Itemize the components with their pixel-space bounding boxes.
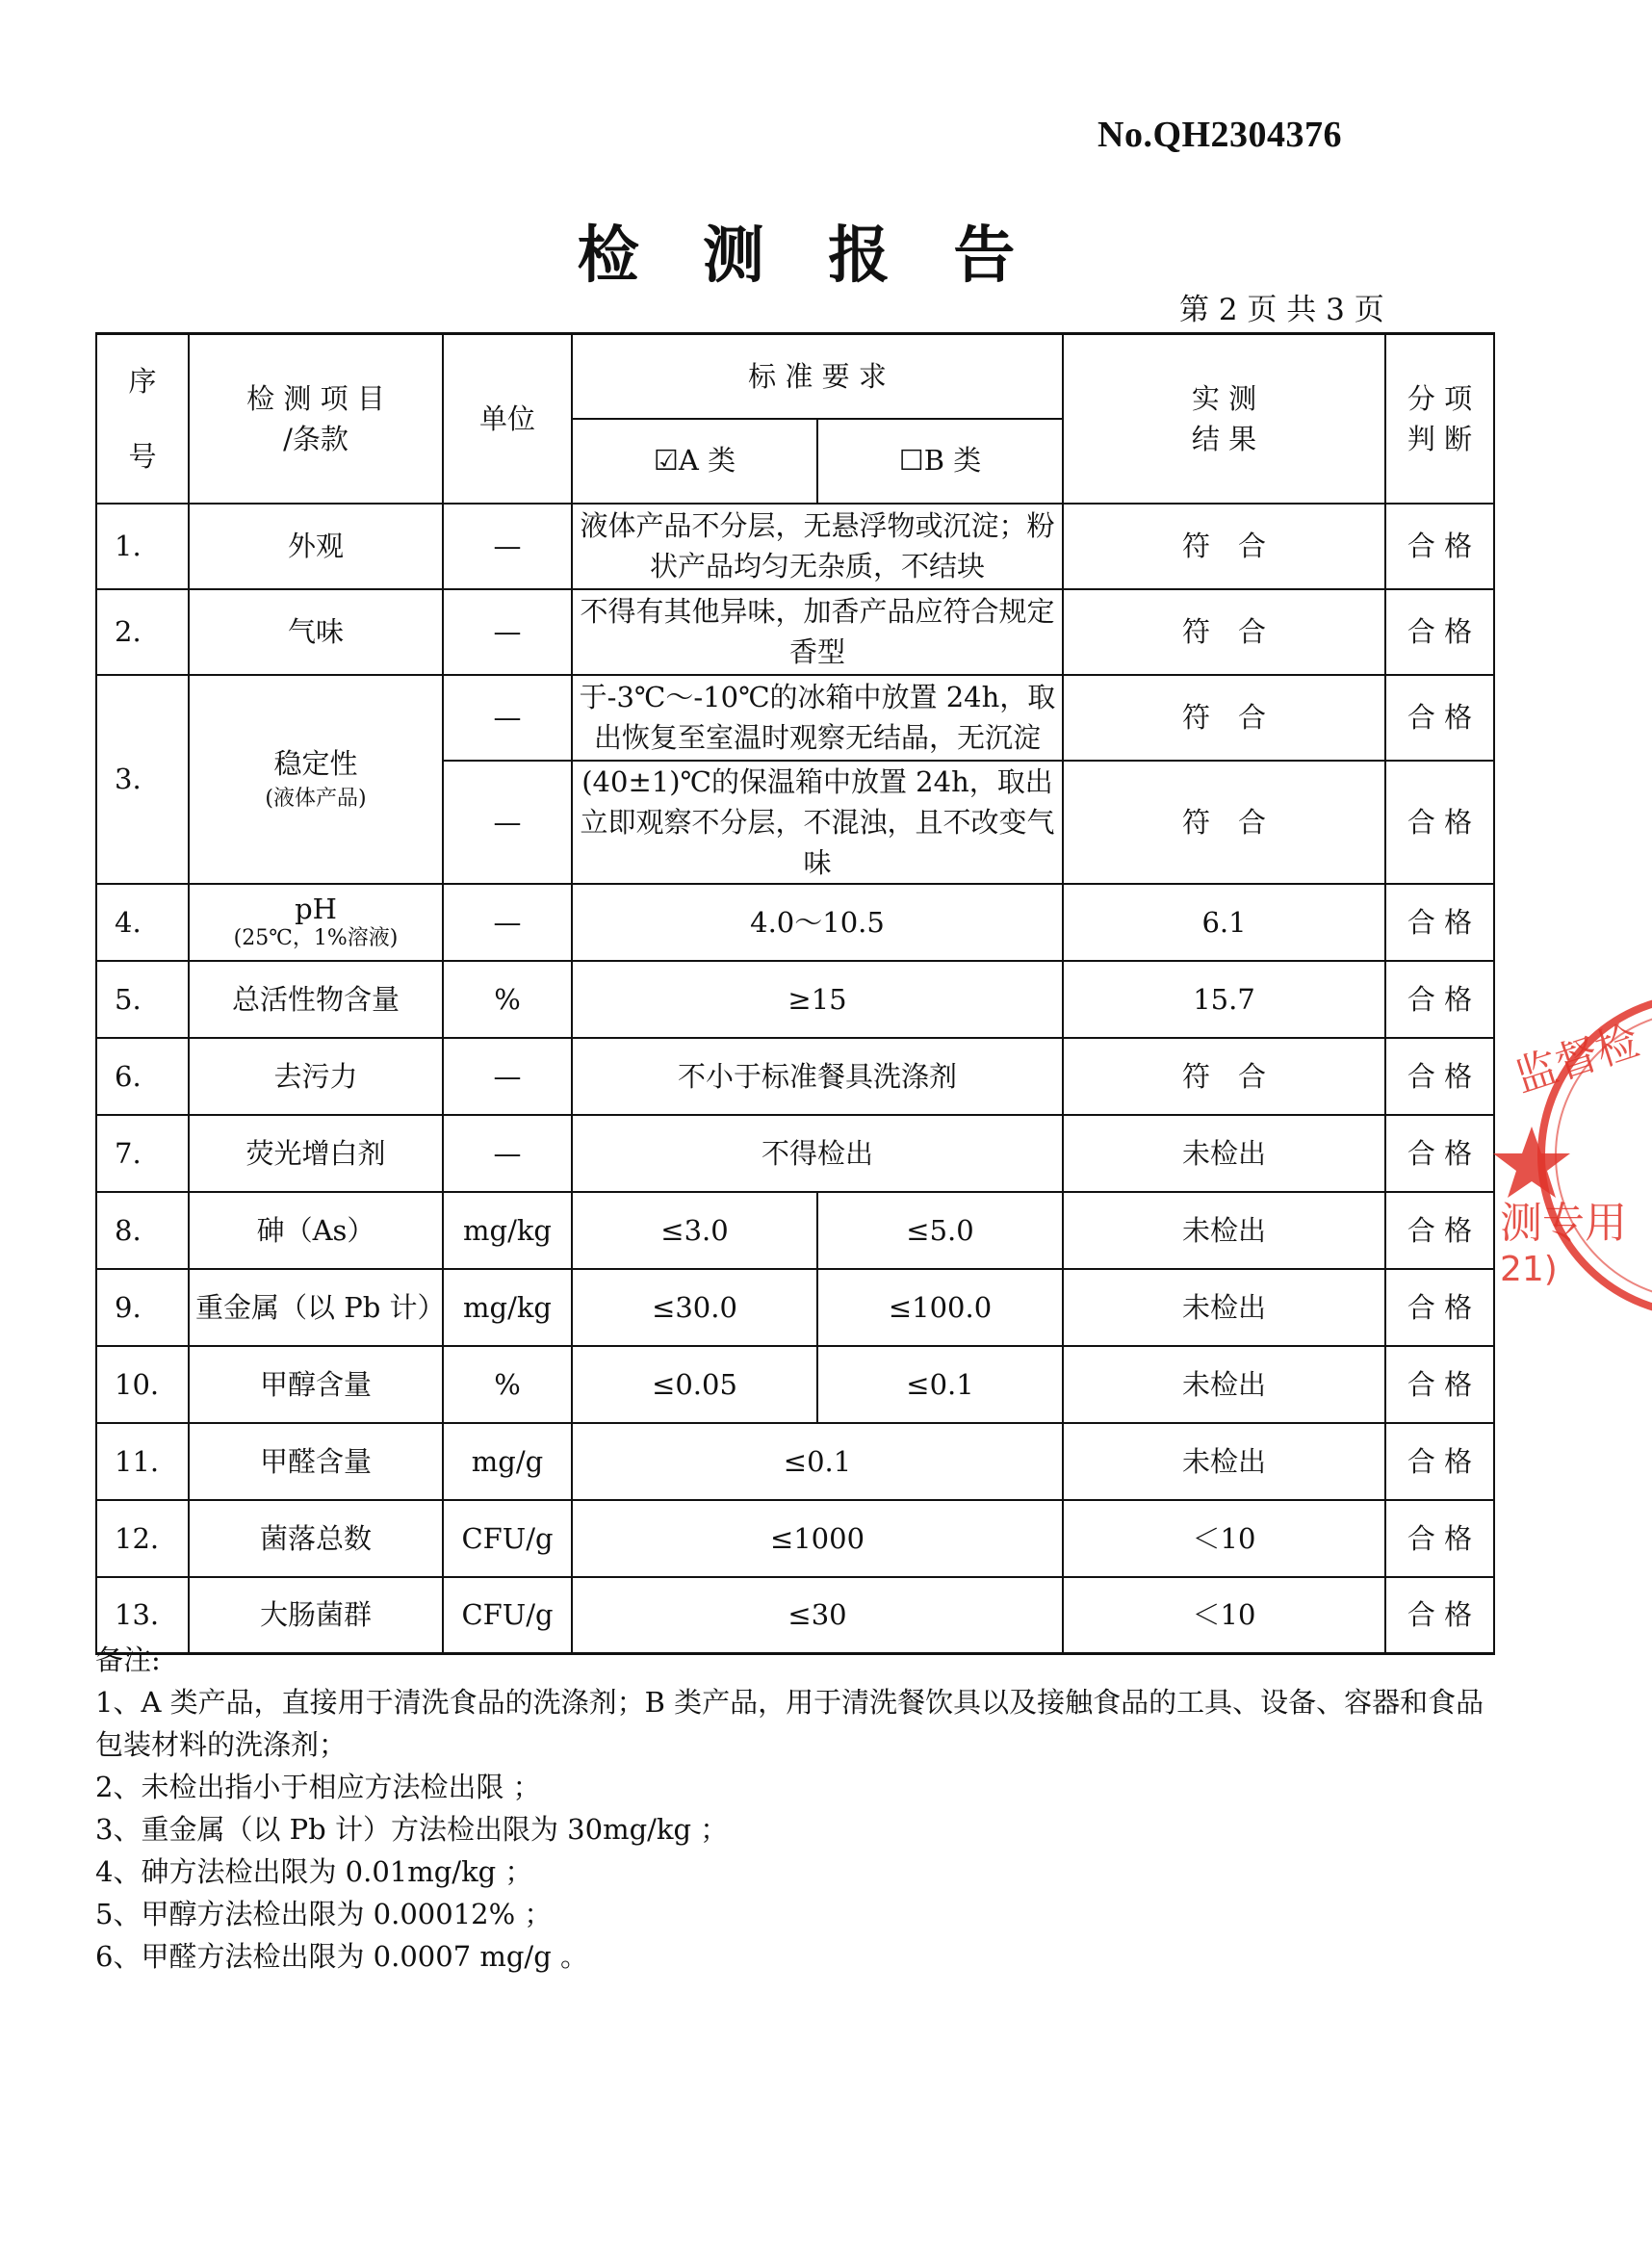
row-unit: mg/g	[443, 1423, 572, 1500]
row-seq: 4.	[96, 884, 189, 961]
official-seal-stamp	[1498, 992, 1652, 1319]
row-item: 砷（As）	[189, 1192, 443, 1269]
row-seq: 11.	[96, 1423, 189, 1500]
table-row	[96, 1192, 1494, 1269]
header-item	[189, 334, 443, 504]
svg-text:监督检: 监督检	[1509, 1016, 1645, 1102]
row-standard-b: ≤5.0	[817, 1192, 1063, 1269]
svg-text:21): 21)	[1500, 1250, 1558, 1289]
report-table	[95, 332, 1495, 1655]
notes-section	[95, 1639, 1501, 1978]
row-standard: ≤0.1	[572, 1423, 1063, 1500]
row-seq: 13.	[96, 1577, 189, 1654]
row-standard: ≤1000	[572, 1500, 1063, 1577]
row-result: 未检出	[1063, 1423, 1385, 1500]
notes-heading: 备注:	[95, 1644, 161, 1676]
header-seq	[96, 334, 189, 504]
table-header-row	[96, 334, 1494, 419]
row-standard-a: ≤30.0	[572, 1269, 817, 1346]
row-item: 荧光增白剂	[189, 1115, 443, 1192]
row-unit: CFU/g	[443, 1500, 572, 1577]
header-class-b: ☐B 类	[817, 419, 1063, 504]
svg-text:测专用: 测专用	[1500, 1199, 1627, 1248]
row-standard: (40±1)℃的保温箱中放置 24h，取出立即观察不分层，不混浊，且不改变气味	[572, 761, 1063, 884]
row-item: 甲醛含量	[189, 1423, 443, 1500]
page-title	[0, 206, 1592, 295]
row-judge: 合 格	[1385, 1038, 1494, 1115]
header-judge-line1: 分 项	[1407, 381, 1473, 415]
row-unit: —	[443, 1038, 572, 1115]
title-char: 报	[828, 220, 891, 292]
row-item	[189, 884, 443, 961]
note-item: 1、A 类产品，直接用于清洗食品的洗涤剂；B 类产品，用于清洗餐饮具以及接触食品的工具、设备、容器和食品包装材料的洗涤剂；	[95, 1686, 1484, 1761]
row-unit: —	[443, 1115, 572, 1192]
row-seq: 7.	[96, 1115, 189, 1192]
row-standard: 不得检出	[572, 1115, 1063, 1192]
row-item: 外观	[189, 504, 443, 589]
row-standard: ≥15	[572, 961, 1063, 1038]
row-item-note: (液体产品)	[265, 787, 367, 812]
table-row	[96, 884, 1494, 961]
row-result: 未检出	[1063, 1115, 1385, 1192]
report-number: No.QH2304376	[1097, 115, 1343, 155]
row-result: 符 合	[1063, 589, 1385, 675]
header-result-line2: 结 果	[1191, 422, 1257, 455]
row-unit: mg/kg	[443, 1192, 572, 1269]
row-seq: 10.	[96, 1346, 189, 1423]
row-judge: 合 格	[1385, 504, 1494, 589]
row-standard-b: ≤100.0	[817, 1269, 1063, 1346]
row-seq: 9.	[96, 1269, 189, 1346]
header-judge-line2: 判 断	[1407, 422, 1473, 455]
row-unit: —	[443, 761, 572, 884]
row-seq: 3.	[96, 675, 189, 884]
row-judge: 合 格	[1385, 1192, 1494, 1269]
row-item: 重金属（以 Pb 计）	[189, 1269, 443, 1346]
header-judge	[1385, 334, 1494, 504]
row-judge: 合 格	[1385, 1115, 1494, 1192]
header-item-line2: /条款	[283, 422, 348, 455]
page-info: 第 2 页 共 3 页	[1179, 293, 1384, 327]
row-unit: CFU/g	[443, 1577, 572, 1654]
row-standard-a: ≤3.0	[572, 1192, 817, 1269]
row-standard-a: ≤0.05	[572, 1346, 817, 1423]
row-standard: ≤30	[572, 1577, 1063, 1654]
row-unit: —	[443, 589, 572, 675]
row-item	[189, 675, 443, 884]
row-judge: 合 格	[1385, 1423, 1494, 1500]
row-unit: —	[443, 675, 572, 761]
row-item: 总活性物含量	[189, 961, 443, 1038]
header-unit: 单位	[443, 334, 572, 504]
note-item: 5、甲醇方法检出限为 0.00012% ；	[95, 1898, 553, 1930]
note-item: 4、砷方法检出限为 0.01mg/kg ；	[95, 1855, 533, 1888]
table-row	[96, 1269, 1494, 1346]
row-unit: —	[443, 884, 572, 961]
header-standard: 标 准 要 求	[572, 334, 1063, 419]
table-row	[96, 675, 1494, 761]
table-row	[96, 961, 1494, 1038]
header-seq-bottom: 号	[128, 439, 157, 473]
row-judge: 合 格	[1385, 1500, 1494, 1577]
row-seq: 12.	[96, 1500, 189, 1577]
row-seq: 1.	[96, 504, 189, 589]
row-result: 15.7	[1063, 961, 1385, 1038]
title-char: 告	[953, 220, 1016, 292]
title-char: 测	[702, 220, 764, 292]
row-judge: 合 格	[1385, 961, 1494, 1038]
row-seq: 6.	[96, 1038, 189, 1115]
row-judge: 合 格	[1385, 589, 1494, 675]
row-judge: 合 格	[1385, 761, 1494, 884]
note-item: 3、重金属（以 Pb 计）方法检出限为 30mg/kg ；	[95, 1813, 729, 1846]
row-item: 大肠菌群	[189, 1577, 443, 1654]
row-result: 未检出	[1063, 1269, 1385, 1346]
row-standard: 4.0～10.5	[572, 884, 1063, 961]
row-result: 符 合	[1063, 1038, 1385, 1115]
row-result: ＜10	[1063, 1500, 1385, 1577]
row-item: 气味	[189, 589, 443, 675]
row-item: 菌落总数	[189, 1500, 443, 1577]
header-result	[1063, 334, 1385, 504]
row-unit: —	[443, 504, 572, 589]
row-unit: %	[443, 961, 572, 1038]
row-result: 符 合	[1063, 761, 1385, 884]
row-standard: 不小于标准餐具洗涤剂	[572, 1038, 1063, 1115]
table-row	[96, 1500, 1494, 1577]
title-char: 检	[577, 220, 639, 292]
seal-graphic	[1498, 992, 1652, 1319]
row-item-label: pH	[295, 893, 337, 926]
table-row	[96, 1115, 1494, 1192]
row-judge: 合 格	[1385, 884, 1494, 961]
row-item: 甲醇含量	[189, 1346, 443, 1423]
note-item: 2、未检出指小于相应方法检出限 ；	[95, 1771, 541, 1803]
row-unit: %	[443, 1346, 572, 1423]
header-seq-top: 序	[128, 364, 157, 398]
row-item-note: (25℃，1%溶液)	[233, 925, 399, 950]
row-seq: 2.	[96, 589, 189, 675]
header-class-a: ☑A 类	[572, 419, 817, 504]
table-row	[96, 1423, 1494, 1500]
row-judge: 合 格	[1385, 1269, 1494, 1346]
row-result: 6.1	[1063, 884, 1385, 961]
table-row	[96, 589, 1494, 675]
row-standard: 于-3℃～-10℃的冰箱中放置 24h，取出恢复至室温时观察无结晶，无沉淀	[572, 675, 1063, 761]
header-result-line1: 实 测	[1191, 381, 1257, 415]
row-standard-b: ≤0.1	[817, 1346, 1063, 1423]
table-row	[96, 1346, 1494, 1423]
row-judge: 合 格	[1385, 675, 1494, 761]
row-unit: mg/kg	[443, 1269, 572, 1346]
row-result: 未检出	[1063, 1192, 1385, 1269]
header-item-line1: 检 测 项 目	[246, 381, 385, 415]
row-standard: 不得有其他异味，加香产品应符合规定香型	[572, 589, 1063, 675]
row-result: 符 合	[1063, 675, 1385, 761]
row-judge: 合 格	[1385, 1577, 1494, 1654]
note-item: 6、甲醛方法检出限为 0.0007 mg/g 。	[95, 1940, 588, 1973]
row-seq: 5.	[96, 961, 189, 1038]
row-seq: 8.	[96, 1192, 189, 1269]
table-row	[96, 504, 1494, 589]
row-result: ＜10	[1063, 1577, 1385, 1654]
row-result: 符 合	[1063, 504, 1385, 589]
row-judge: 合 格	[1385, 1346, 1494, 1423]
row-item-label: 稳定性	[273, 747, 358, 781]
row-standard: 液体产品不分层，无悬浮物或沉淀；粉状产品均匀无杂质，不结块	[572, 504, 1063, 589]
row-result: 未检出	[1063, 1346, 1385, 1423]
table-row	[96, 1038, 1494, 1115]
row-item: 去污力	[189, 1038, 443, 1115]
